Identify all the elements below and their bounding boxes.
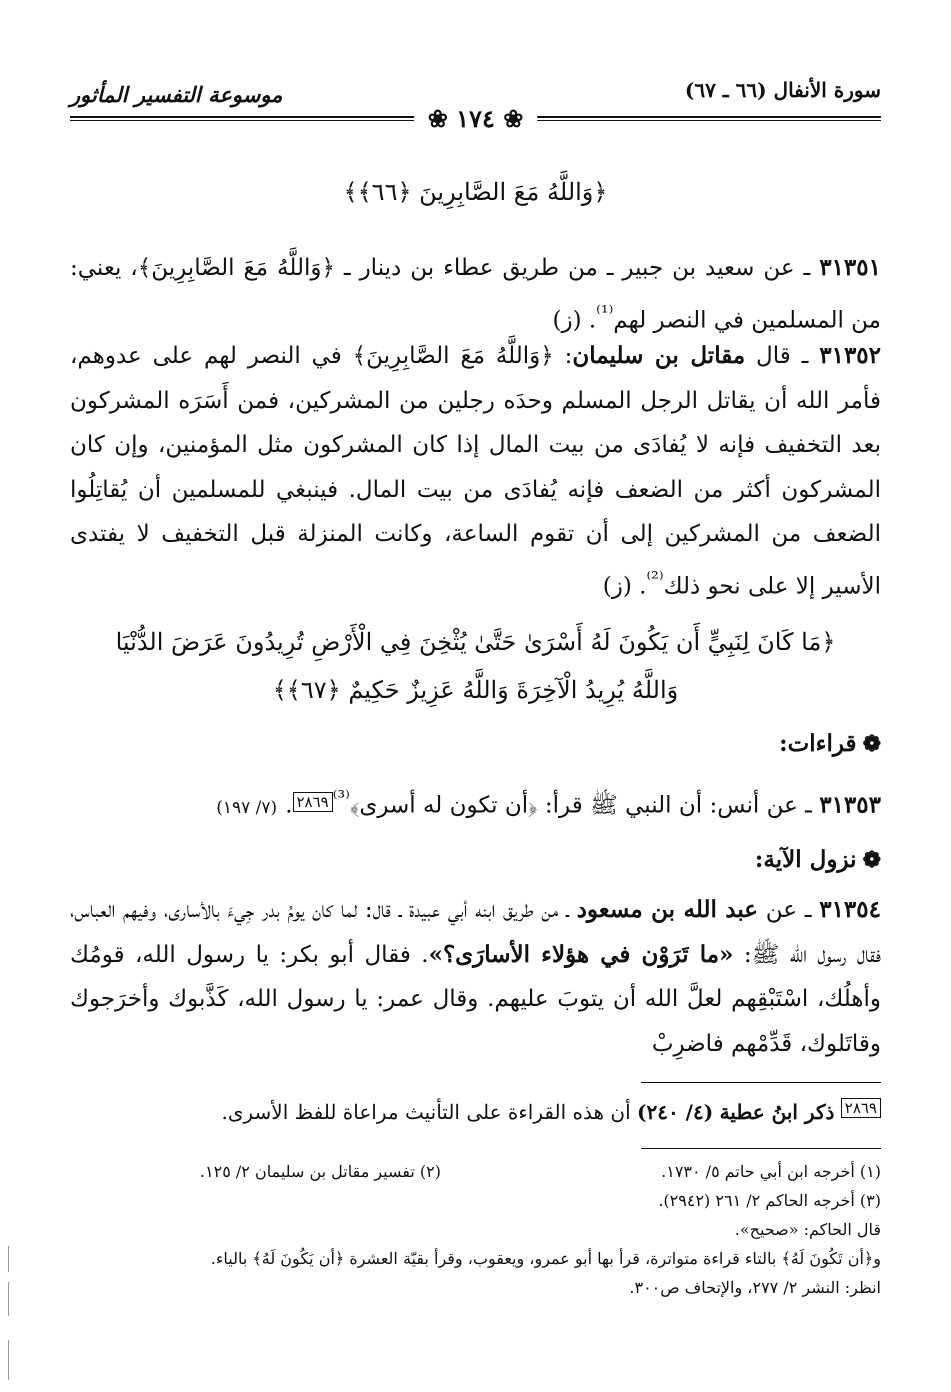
- narration-number: ٣١٣٥٢: [819, 342, 882, 369]
- section-heading-readings: [779, 730, 881, 757]
- note-citation: (٤/ ٢٤٠): [637, 1100, 714, 1124]
- surah-title: سورة الأنفال (٦٦ ـ ٦٧): [684, 78, 881, 102]
- footnote-ref: ⁽²⁾: [646, 566, 664, 590]
- footnote-row: [70, 1157, 881, 1186]
- footnote-2: (٢) تفسير مقاتل بن سليمان ٢/ ١٢٥.: [199, 1162, 441, 1181]
- narration-31353: [70, 776, 881, 830]
- narration-number: ٣١٣٥٤: [819, 896, 881, 923]
- footnote-3-reading: و﴿أن تَكُونَ لَهُ﴾ بالتاء قراءة متواترة، قرأ بها أبو عمرو، ويعقوب، وقرأ بقيّة العشرة ﴿أن يَكُونَ لَهُ﴾ بالياء.: [210, 1249, 881, 1268]
- scan-mark: [8, 1282, 9, 1316]
- footnote-3-grading: قال الحاكم: «صحيح».: [734, 1220, 881, 1239]
- note-author: ذكر ابنُ عطية: [719, 1100, 835, 1124]
- source-code: . (ز): [602, 573, 647, 600]
- note-text: أن هذه القراءة على التأنيث مراعاة للفظ الأسرى.: [221, 1100, 637, 1124]
- narration-intro: ـ قال: [745, 343, 820, 369]
- commentary-box-number: ٢٨٦٩: [841, 1098, 881, 1118]
- sentence-end: .: [285, 792, 293, 819]
- footnote-3-sources: انظر: النشر ٢/ ٢٧٧، والإتحاف ص٣٠٠.: [629, 1278, 881, 1297]
- page-number: [414, 104, 538, 133]
- narration-31354: [70, 888, 881, 1066]
- narrator-name: مقاتل بن سليمان: [572, 342, 746, 369]
- quran-verse: ﴿وَاللَّهُ مَعَ الصَّابِرِينَ ﴿٦٦﴾﴾: [343, 178, 608, 206]
- narrator-name: عبد الله بن مسعود: [576, 896, 759, 923]
- narration-text: ـ من طريق ابنه أبي عبيدة ـ قال: لما كان يومُ بدر جِيءَ بالأسارى، وفيهم العباس، فقال رسول الله ﷺ:: [70, 897, 881, 968]
- book-title: موسوعة التفسير المأثور: [70, 82, 283, 107]
- scan-mark: [8, 1340, 9, 1380]
- flower-icon: ❁: [862, 847, 881, 873]
- narration-number: ٣١٣٥١: [819, 254, 881, 281]
- narration-31352: [70, 334, 881, 609]
- prophetic-quote: «ما تَرَوْن في هؤلاء الأسارَى؟»: [428, 940, 734, 968]
- section-label: قراءات:: [779, 730, 857, 757]
- footnote-rule: [641, 1148, 881, 1149]
- narration-text-rest: . فقال أبو بكر: يا رسول الله، قومُك وأهلُك، اسْتَبْقِهم لعلَّ الله أن يتوبَ عليهم. وقال عمر: يا رسول الله، كَذَّبوك وأخرَجوك وقاتَلوك، قَدِّمْهم فاضرِبْ: [70, 941, 881, 1057]
- footnote-ref: ⁽¹⁾: [596, 300, 614, 324]
- narration-text: ـ عن سعيد بن جبير ـ من طريق عطاء بن دينار ـ ﴿وَاللَّهُ مَعَ الصَّابِرِينَ﴾، يعني: من المسلمين في النصر لهم: [70, 255, 881, 334]
- commentary-note: [70, 1093, 881, 1127]
- narration-text: : ﴿وَاللَّهُ مَعَ الصَّابِرِينَ﴾ في النصر لهم على عدوهم، فأمر الله أن يقاتل الرجل المسلم وحدَه رجلين من المشركين، فمن أَسَرَه المشركون بعد التخفيف فإنه لا يُفادَى من بيت المال إذا كان المشركون مثل المؤمنين، وإن كان المشركون أكثر من الضعف فإنه يُفادَى من بيت المال. فينبغي للمسلمين أن يُقاتِلُوا الضعف من المشركين إلى أن تقوم الساعة، وكانت المنزلة قبل التخفيف لا يفتدى الأسير إلا على نحو ذلك: [70, 343, 881, 600]
- commentary-box-ref: ٢٨٦٩: [293, 792, 333, 812]
- section-label: نزول الآية:: [754, 846, 857, 873]
- note-rule: [641, 1082, 881, 1083]
- narration-number: ٣١٣٥٣: [819, 791, 881, 819]
- flower-icon: ❁: [862, 731, 881, 757]
- ornament-icon: ❀: [503, 104, 524, 133]
- scan-mark: [8, 1246, 9, 1272]
- narration-31351: [70, 246, 881, 343]
- footnote-ref: ⁽³⁾: [332, 786, 350, 809]
- source-code: . (ز): [552, 307, 597, 334]
- quran-verse-line: وَاللَّهُ يُرِيدُ الْآخِرَةَ وَاللَّهُ عَزِيزٌ حَكِيمٌ ﴿٦٧﴾﴾: [272, 676, 679, 704]
- narration-text: ـ عن أنس: أن النبي ﷺ قرأ: ﴿أن تكون له أسرى﴾: [349, 792, 820, 819]
- ornament-icon: ❀: [427, 104, 448, 133]
- volume-page-ref: (٧/ ١٩٧): [216, 797, 278, 818]
- page-number-value: ١٧٤: [456, 104, 495, 133]
- footnote-3: (٣) أخرجه الحاكم ٢/ ٢٦١ (٢٩٤٢).: [658, 1191, 881, 1210]
- quran-verse-line: ﴿مَا كَانَ لِنَبِيٍّ أَن يَكُونَ لَهُ أَسْرَىٰ حَتَّىٰ يُثْخِنَ فِي الْأَرْضِ تُرِيدُونَ عَرَضَ الدُّنْيَا: [115, 628, 836, 656]
- section-heading-revelation: [755, 846, 881, 873]
- footnote-1: (١) أخرجه ابن أبي حاتم ٥/ ١٧٣٠.: [661, 1162, 881, 1181]
- narration-intro: ـ عن: [758, 897, 820, 923]
